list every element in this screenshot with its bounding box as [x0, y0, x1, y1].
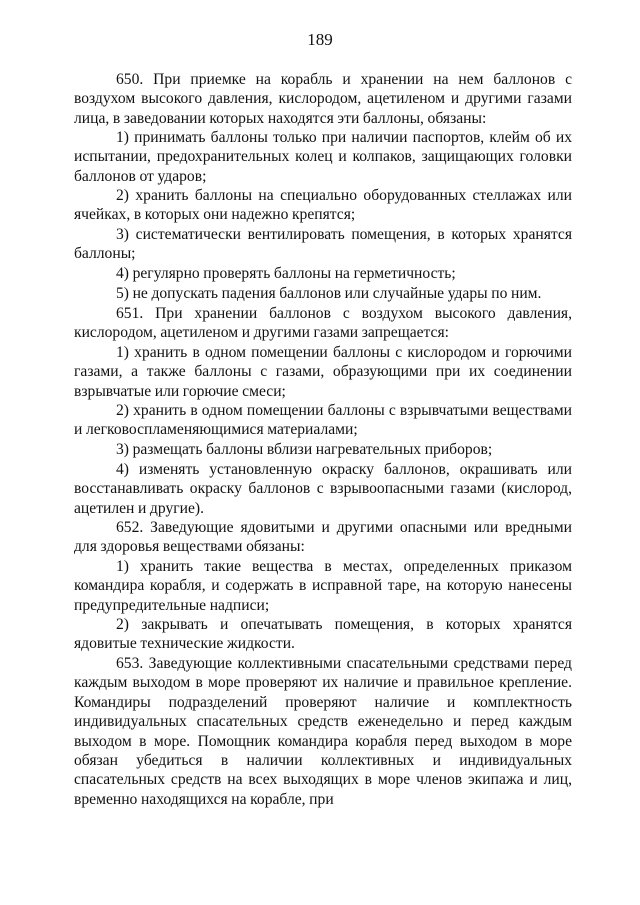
- page-number: 189: [307, 30, 333, 49]
- paragraph-651-item-1: 1) хранить в одном помещении баллоны с кислородом и горючими газами, а также баллоны с газами, образующими при их соединении взрывчатые или горючие смеси;: [74, 344, 572, 400]
- paragraph-650-item-1: 1) принимать баллоны только при наличии паспортов, клейм об их испытании, предохранительных колец и колпаков, защищающих головки баллонов от ударов;: [74, 129, 572, 185]
- paragraph-650-item-5: 5) не допускать падения баллонов или случайные удары по ним.: [116, 285, 542, 302]
- paragraph-650-item-4: 4) регулярно проверять баллоны на герметичность;: [116, 265, 456, 282]
- paragraph-651-item-2: 2) хранить в одном помещении баллоны с взрывчатыми веществами и легковоспламеняющимися материалами;: [74, 402, 572, 439]
- paragraph-651-item-4: 4) изменять установленную окраску баллонов, окрашивать или восстанавливать окраску баллонов с взрывоопасными газами (кислород, ацетилен и другие).: [74, 461, 572, 517]
- paragraph-650-item-3: 3) систематически вентилировать помещения, в которых хранятся баллоны;: [74, 226, 572, 263]
- paragraph-651-item-3: 3) размещать баллоны вблизи нагревательных приборов;: [116, 441, 493, 458]
- paragraph-650-item-2: 2) хранить баллоны на специально оборудованных стеллажах или ячейках, в которых они надежно крепятся;: [74, 187, 572, 224]
- paragraph-651: 651. При хранении баллонов с воздухом высокого давления, кислородом, ацетиленом и другими газами запрещается:: [74, 305, 572, 342]
- paragraph-652: 652. Заведующие ядовитыми и другими опасными или вредными для здоровья веществами обязаны:: [74, 519, 572, 556]
- paragraph-652-item-1: 1) хранить такие вещества в местах, определенных приказом командира корабля, и содержать в исправной таре, на которую нанесены предупредительные надписи;: [74, 558, 572, 614]
- paragraph-652-item-2: 2) закрывать и опечатывать помещения, в которых хранятся ядовитые технические жидкости.: [74, 616, 572, 653]
- paragraph-650: 650. При приемке на корабль и хранении на нем баллонов с воздухом высокого давления, кислородом, ацетиленом и другими газами лица, в заведовании которых находятся эти баллоны, обязаны:: [74, 71, 572, 127]
- paragraph-653: 653. Заведующие коллективными спасательными средствами перед каждым выходом в море проверяют их наличие и правильное крепление. Командиры подразделений проверяют наличие и комплектность индивидуальных спасательных средств еженедельно и перед каждым выходом в море. Помощник командира корабля перед выходом в море обязан убедиться в наличии коллективных и индивидуальных спасательных средств на всех выходящих в море членов экипажа и лиц, временно находящихся на корабле, при: [74, 655, 572, 808]
